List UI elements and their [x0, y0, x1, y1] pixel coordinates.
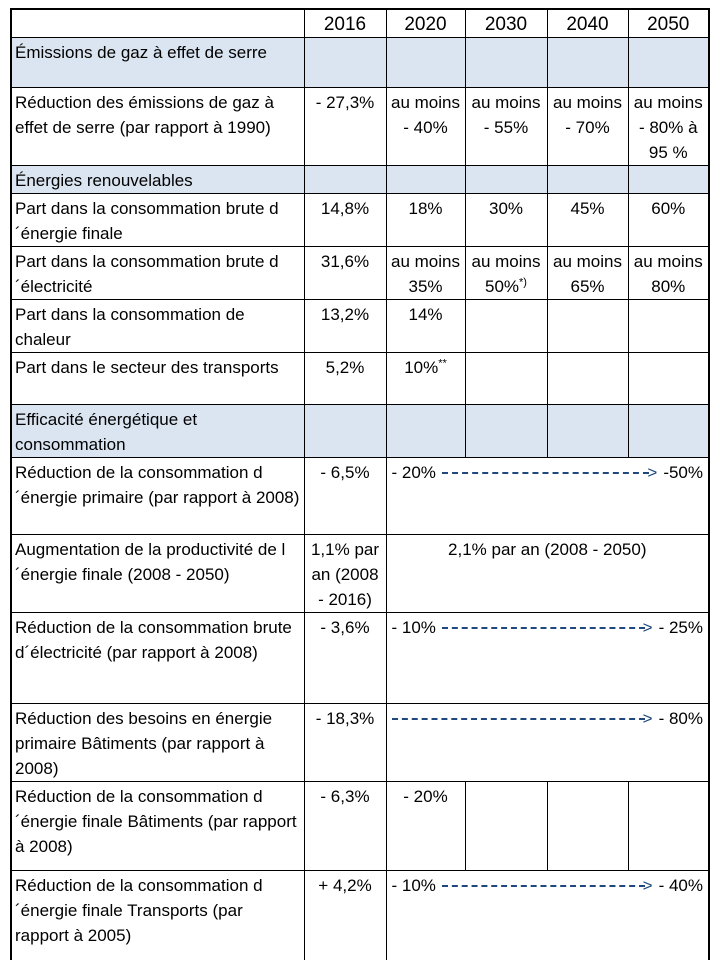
value-cell: [465, 782, 547, 871]
section-label: Efficacité énergétique et consommation: [11, 405, 304, 458]
value-cell-2016: - 6,5%: [304, 458, 386, 535]
section-blank-cell: [547, 38, 628, 88]
cell-text: 30%: [488, 199, 524, 218]
cell-text: - 70%: [565, 118, 610, 137]
dashed-arrow-line: [442, 885, 645, 887]
arrow-end-value: -50%: [663, 463, 703, 482]
value-cell: [304, 782, 386, 871]
trajectory-arrow: [390, 460, 706, 485]
value-cell: [304, 247, 386, 300]
value-cell: [465, 88, 547, 166]
section-label: Émissions de gaz à effet de serre: [11, 38, 304, 88]
arrow-end-value: - 40%: [658, 876, 703, 895]
row-label: Réduction des émissions de gaz à effet de serre (par rapport à 1990): [11, 88, 304, 166]
row-label: Part dans le secteur des transports: [11, 353, 304, 405]
trajectory-arrow: [390, 615, 706, 640]
value-cell: [304, 300, 386, 353]
year-header-2030: 2030: [465, 9, 547, 38]
trajectory-arrow: [390, 873, 706, 898]
year-header-row: [11, 9, 709, 38]
table-row: [11, 704, 709, 782]
cell-text: - 80% à: [638, 118, 698, 137]
table-row: [11, 613, 709, 704]
cell-text: au moins: [633, 252, 703, 271]
cell-text: 35%: [408, 277, 443, 296]
value-cell: [304, 88, 386, 166]
value-cell: [628, 88, 709, 166]
cell-text: - 20%: [403, 787, 448, 806]
cell-text: 18%: [408, 199, 443, 218]
year-header-2020: 2020: [386, 9, 465, 38]
value-cell: [547, 88, 628, 166]
cell-text: 95 %: [648, 143, 688, 162]
cell-text: 13,2%: [320, 305, 370, 324]
value-cell: [304, 194, 386, 247]
section-blank-cell: [465, 166, 547, 194]
table-row: [11, 300, 709, 353]
row-label: Part dans la consommation brute d´électricité: [11, 247, 304, 300]
arrow-start-value: - 10%: [391, 876, 436, 895]
value-cell: [386, 353, 465, 405]
section-blank-cell: [628, 405, 709, 458]
cell-text: - 40%: [403, 118, 448, 137]
table-row: [11, 353, 709, 405]
section-blank-cell: [386, 38, 465, 88]
value-cell: [628, 247, 709, 300]
row-label: Réduction de la consommation brute d´électricité (par rapport à 2008): [11, 613, 304, 704]
value-cell-2016: - 18,3%: [304, 704, 386, 782]
cell-text: 45%: [570, 199, 605, 218]
section-row: [11, 166, 709, 194]
trajectory-cell: [386, 704, 709, 782]
section-row: [11, 38, 709, 88]
value-cell: [386, 88, 465, 166]
arrow-head-icon: >: [642, 709, 653, 728]
year-header-2016: 2016: [304, 9, 386, 38]
cell-text: 60%: [651, 199, 686, 218]
value-cell: [547, 353, 628, 405]
trajectory-cell: [386, 458, 709, 535]
arrow-end-value: - 80%: [658, 709, 703, 728]
energy-targets-table: [10, 8, 710, 960]
value-cell: [547, 247, 628, 300]
cell-text: 5,2%: [325, 358, 365, 377]
section-label: Énergies renouvelables: [11, 166, 304, 194]
dashed-arrow-line: [442, 627, 645, 629]
row-label: Réduction de la consommation d´énergie primaire (par rapport à 2008): [11, 458, 304, 535]
cell-text: au moins: [471, 93, 541, 112]
year-header-2050: 2050: [628, 9, 709, 38]
dashed-arrow-line: [392, 718, 645, 720]
value-cell: [465, 353, 547, 405]
arrow-head-icon: >: [647, 463, 658, 482]
corner-cell: [11, 9, 304, 38]
footnote-marker: **: [438, 357, 447, 370]
cell-text: - 55%: [483, 118, 529, 137]
arrow-start-value: - 10%: [391, 618, 436, 637]
section-blank-cell: [547, 405, 628, 458]
cell-text: 31,6%: [320, 252, 370, 271]
value-cell: [304, 353, 386, 405]
section-blank-cell: [628, 38, 709, 88]
value-cell: [386, 300, 465, 353]
section-blank-cell: [304, 166, 386, 194]
cell-text: 65%: [570, 277, 605, 296]
value-cell: [547, 194, 628, 247]
cell-text: 80%: [651, 277, 686, 296]
row-label: Réduction de la consommation d´énergie finale Bâtiments (par rapport à 2008): [11, 782, 304, 871]
value-cell: [547, 782, 628, 871]
cell-text: 10%: [404, 358, 439, 377]
section-blank-cell: [465, 405, 547, 458]
value-cell: [386, 194, 465, 247]
value-cell: [465, 247, 547, 300]
value-cell: [628, 353, 709, 405]
cell-text: 14,8%: [320, 199, 370, 218]
section-blank-cell: [547, 166, 628, 194]
table-row: [11, 458, 709, 535]
value-cell-2016: 1,1% par an (2008 - 2016): [304, 535, 386, 613]
value-cell: [628, 782, 709, 871]
row-label: Réduction de la consommation d´énergie finale Transports (par rapport à 2005): [11, 871, 304, 960]
cell-text: au moins: [553, 252, 622, 271]
row-label: Part dans la consommation brute d´énergie finale: [11, 194, 304, 247]
table-row: [11, 871, 709, 960]
dashed-arrow-line: [442, 472, 649, 474]
section-blank-cell: [304, 38, 386, 88]
arrow-head-icon: >: [642, 618, 653, 637]
section-blank-cell: [386, 166, 465, 194]
value-cell: [547, 300, 628, 353]
merged-text-cell: [386, 535, 709, 613]
value-cell: [628, 300, 709, 353]
section-blank-cell: [386, 405, 465, 458]
table-row: [11, 247, 709, 300]
trajectory-cell: [386, 613, 709, 704]
cell-text: 50%: [485, 277, 520, 296]
table-row: [11, 782, 709, 871]
cell-text: - 6,3%: [320, 787, 370, 806]
row-label: Réduction des besoins en énergie primaire Bâtiments (par rapport à 2008): [11, 704, 304, 782]
value-cell: [628, 194, 709, 247]
cell-text: - 27,3%: [315, 93, 375, 112]
cell-text: au moins: [471, 252, 541, 271]
section-blank-cell: [465, 38, 547, 88]
row-label: Part dans la consommation de chaleur: [11, 300, 304, 353]
value-cell: [386, 247, 465, 300]
arrow-head-icon: >: [642, 876, 653, 895]
table-row: [11, 535, 709, 613]
trajectory-cell: [386, 871, 709, 960]
year-header-2040: 2040: [547, 9, 628, 38]
table-row: [11, 88, 709, 166]
value-cell: [386, 782, 465, 871]
arrow-end-value: - 25%: [658, 618, 703, 637]
value-cell: [465, 194, 547, 247]
value-cell: [465, 300, 547, 353]
cell-text: au moins: [633, 93, 703, 112]
footnote-marker: *): [519, 276, 527, 289]
section-row: [11, 405, 709, 458]
cell-text: au moins: [553, 93, 622, 112]
section-blank-cell: [628, 166, 709, 194]
cell-text: au moins: [391, 93, 460, 112]
trajectory-arrow: [390, 706, 706, 731]
cell-text: au moins: [391, 252, 460, 271]
arrow-start-value: - 20%: [391, 463, 436, 482]
section-blank-cell: [304, 405, 386, 458]
value-cell-2016: - 3,6%: [304, 613, 386, 704]
energy-targets-table-wrap: [10, 8, 710, 960]
merged-text: 2,1% par an (2008 - 2050): [448, 540, 647, 559]
table-row: [11, 194, 709, 247]
cell-text: 14%: [408, 305, 443, 324]
value-cell-2016: + 4,2%: [304, 871, 386, 960]
row-label: Augmentation de la productivité de l´énergie finale (2008 - 2050): [11, 535, 304, 613]
